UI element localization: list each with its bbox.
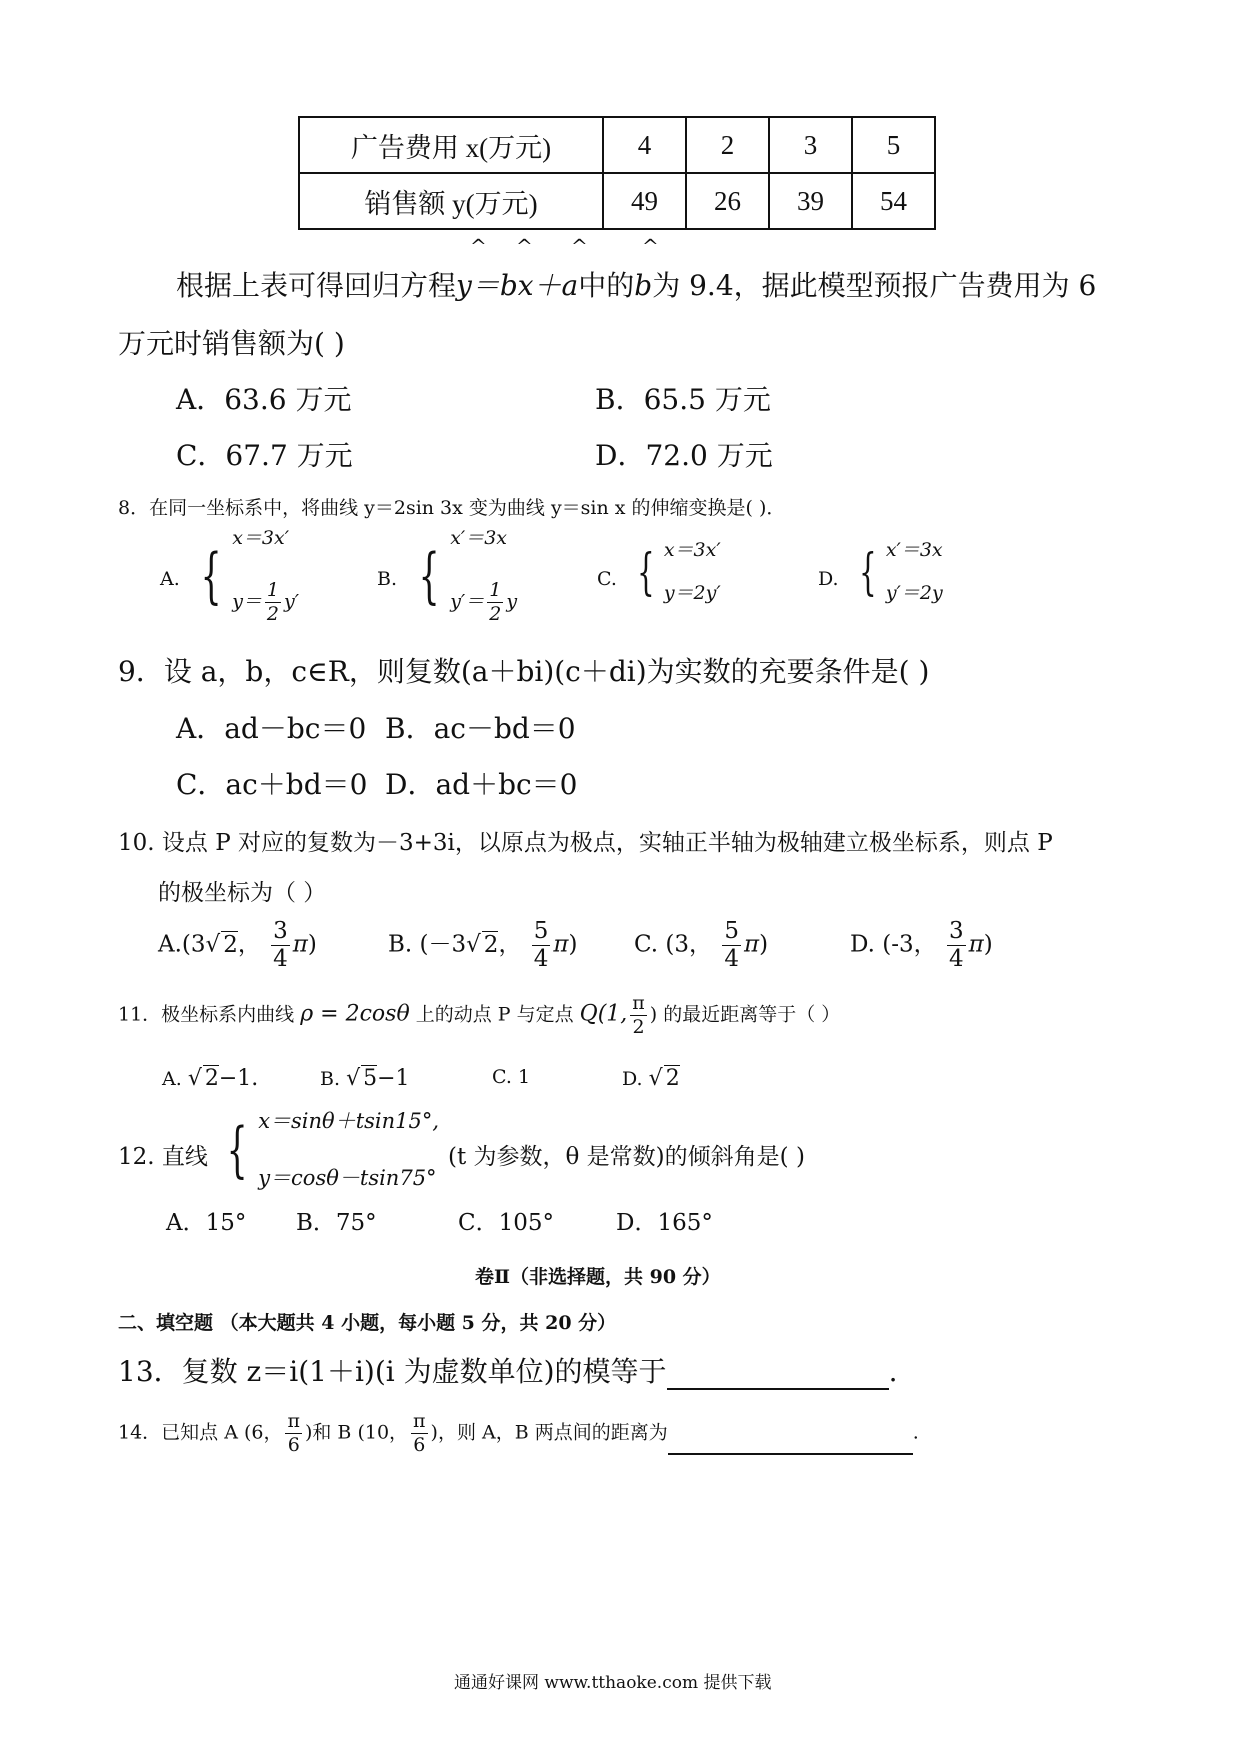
q10-line2: 的极坐标为（ ）	[158, 880, 327, 906]
q10-option-a: A.(3√ 2， $\frac{3}{4}$ π)	[158, 918, 317, 972]
q8-options	[160, 528, 1160, 630]
q11-option-b: B. √ 5−1	[320, 1066, 410, 1091]
sqrt-icon: √	[346, 1066, 361, 1091]
q7-option-b: B．65.5 万元	[595, 383, 771, 416]
brace-icon: {	[418, 541, 440, 611]
q11-option-d: D. √ 2	[622, 1066, 680, 1091]
table-header-y: 销售额 y(万元)	[299, 173, 603, 229]
table-row	[299, 117, 935, 173]
q12-stem: 12. 直线 { x＝sinθ＋tsin15°, y＝cosθ－tsin75° (t 为参数，θ 是常数)的倾斜角是( )	[118, 1109, 805, 1190]
q9-option-c: C．ac＋bd＝0	[176, 768, 368, 801]
q8-option-b: { x′＝3x y′＝ $\frac{1}{2}$ y	[418, 527, 518, 625]
q7-option-d: D．72.0 万元	[595, 439, 773, 472]
q10-option-b: B. (－3√ 2， $\frac{5}{4}$ π)	[388, 918, 578, 972]
brace-icon: {	[637, 543, 655, 601]
q13: 13．复数 z＝i(1＋i)(i 为虚数单位)的模等于 .	[118, 1355, 898, 1388]
q8-option-c: { x＝3x′ y＝2y′	[637, 539, 721, 605]
q9-option-a: A．ad－bc＝0	[176, 712, 367, 745]
hat-mark: ^	[642, 234, 659, 258]
sqrt-icon: √	[648, 1066, 663, 1091]
q8-option-d: { x′＝3x y′＝2y	[859, 539, 943, 605]
table-cell: 4	[603, 117, 686, 173]
table-cell: 39	[769, 173, 852, 229]
table-cell: 2	[686, 117, 769, 173]
q11-options	[162, 1066, 862, 1102]
q9-stem: 9．设 a，b，c∈R，则复数(a＋bi)(c＋di)为实数的充要条件是( )	[118, 655, 930, 688]
q11-option-a: A. √ 2−1.	[162, 1066, 259, 1091]
table-cell: 54	[852, 173, 935, 229]
q10-options	[158, 920, 1058, 980]
sqrt-icon: √	[466, 931, 481, 958]
q14: 14．已知点 A (6， $\frac{\pi}{6}$ )和 B (10， $\frac{\pi}{6}$ )，则 A，B 两点间的距离为 .	[118, 1410, 919, 1456]
q7-option-a: A．63.6 万元	[176, 383, 352, 416]
table-cell: 49	[603, 173, 686, 229]
q10-option-c: C. (3， $\frac{5}{4}$ π)	[634, 918, 769, 972]
hat-mark: ^	[516, 234, 533, 258]
table-header-x: 广告费用 x(万元)	[299, 117, 603, 173]
hat-mark: ^	[470, 234, 487, 258]
answer-blank	[668, 1453, 913, 1455]
table-cell: 26	[686, 173, 769, 229]
answer-blank	[667, 1388, 889, 1390]
footer: 通通好课网 www.tthaoke.com 提供下载	[454, 1673, 772, 1693]
q7-line1: 根据上表可得回归方程y＝bx＋a中的b为 9.4，据此模型预报广告费用为 6	[176, 269, 1097, 302]
table-cell: 5	[852, 117, 935, 173]
table-row	[299, 173, 935, 229]
data-table	[298, 116, 936, 230]
q7-option-c: C．67.7 万元	[176, 439, 353, 472]
table-cell: 3	[769, 117, 852, 173]
brace-icon: {	[859, 543, 877, 601]
q12-option-c: C．105°	[458, 1210, 554, 1236]
q11-option-c: C. 1	[492, 1066, 531, 1088]
fill-in-title: 二、填空题 （本大题共 4 小题，每小题 5 分，共 20 分）	[118, 1312, 617, 1334]
sqrt-icon: √	[205, 931, 221, 958]
q11-stem: 11．极坐标系内曲线 ρ = 2cosθ 上的动点 P 与定点 Q(1, $\frac{\pi}{2}$ ) 的最近距离等于（ ）	[118, 992, 841, 1038]
q7-line2: 万元时销售额为( )	[118, 327, 345, 360]
brace-icon: {	[226, 1115, 248, 1185]
q8-stem: 8．在同一坐标系中，将曲线 y＝2sin 3x 变为曲线 y＝sin x 的伸缩变换是( )．	[118, 497, 786, 519]
hat-mark: ^	[571, 234, 588, 258]
q12-option-a: A．15°	[166, 1210, 247, 1236]
sqrt-icon: √	[187, 1066, 202, 1091]
q8-label-d: D.	[818, 568, 839, 590]
q9-option-d: D．ad＋bc＝0	[385, 768, 578, 801]
q10-option-d: D. (-3， $\frac{3}{4}$ π)	[850, 918, 993, 972]
q8-label-a: A.	[160, 568, 180, 590]
q12-system: { x＝sinθ＋tsin15°, y＝cosθ－tsin75°	[226, 1109, 440, 1190]
brace-icon: {	[200, 541, 222, 611]
q12-option-b: B．75°	[296, 1210, 377, 1236]
q9-option-b: B．ac－bd＝0	[385, 712, 576, 745]
q10-line1: 10. 设点 P 对应的复数为－3+3i，以原点为极点，实轴正半轴为极轴建立极坐标系，则点 P	[118, 830, 1053, 856]
q12-option-d: D．165°	[616, 1210, 713, 1236]
q8-label-c: C.	[597, 568, 617, 590]
q8-option-a: { x＝3x′ y＝ $\frac{1}{2}$ y′	[200, 527, 300, 625]
section-title: 卷Ⅱ（非选择题，共 90 分）	[475, 1266, 721, 1288]
q8-label-b: B.	[377, 568, 398, 590]
